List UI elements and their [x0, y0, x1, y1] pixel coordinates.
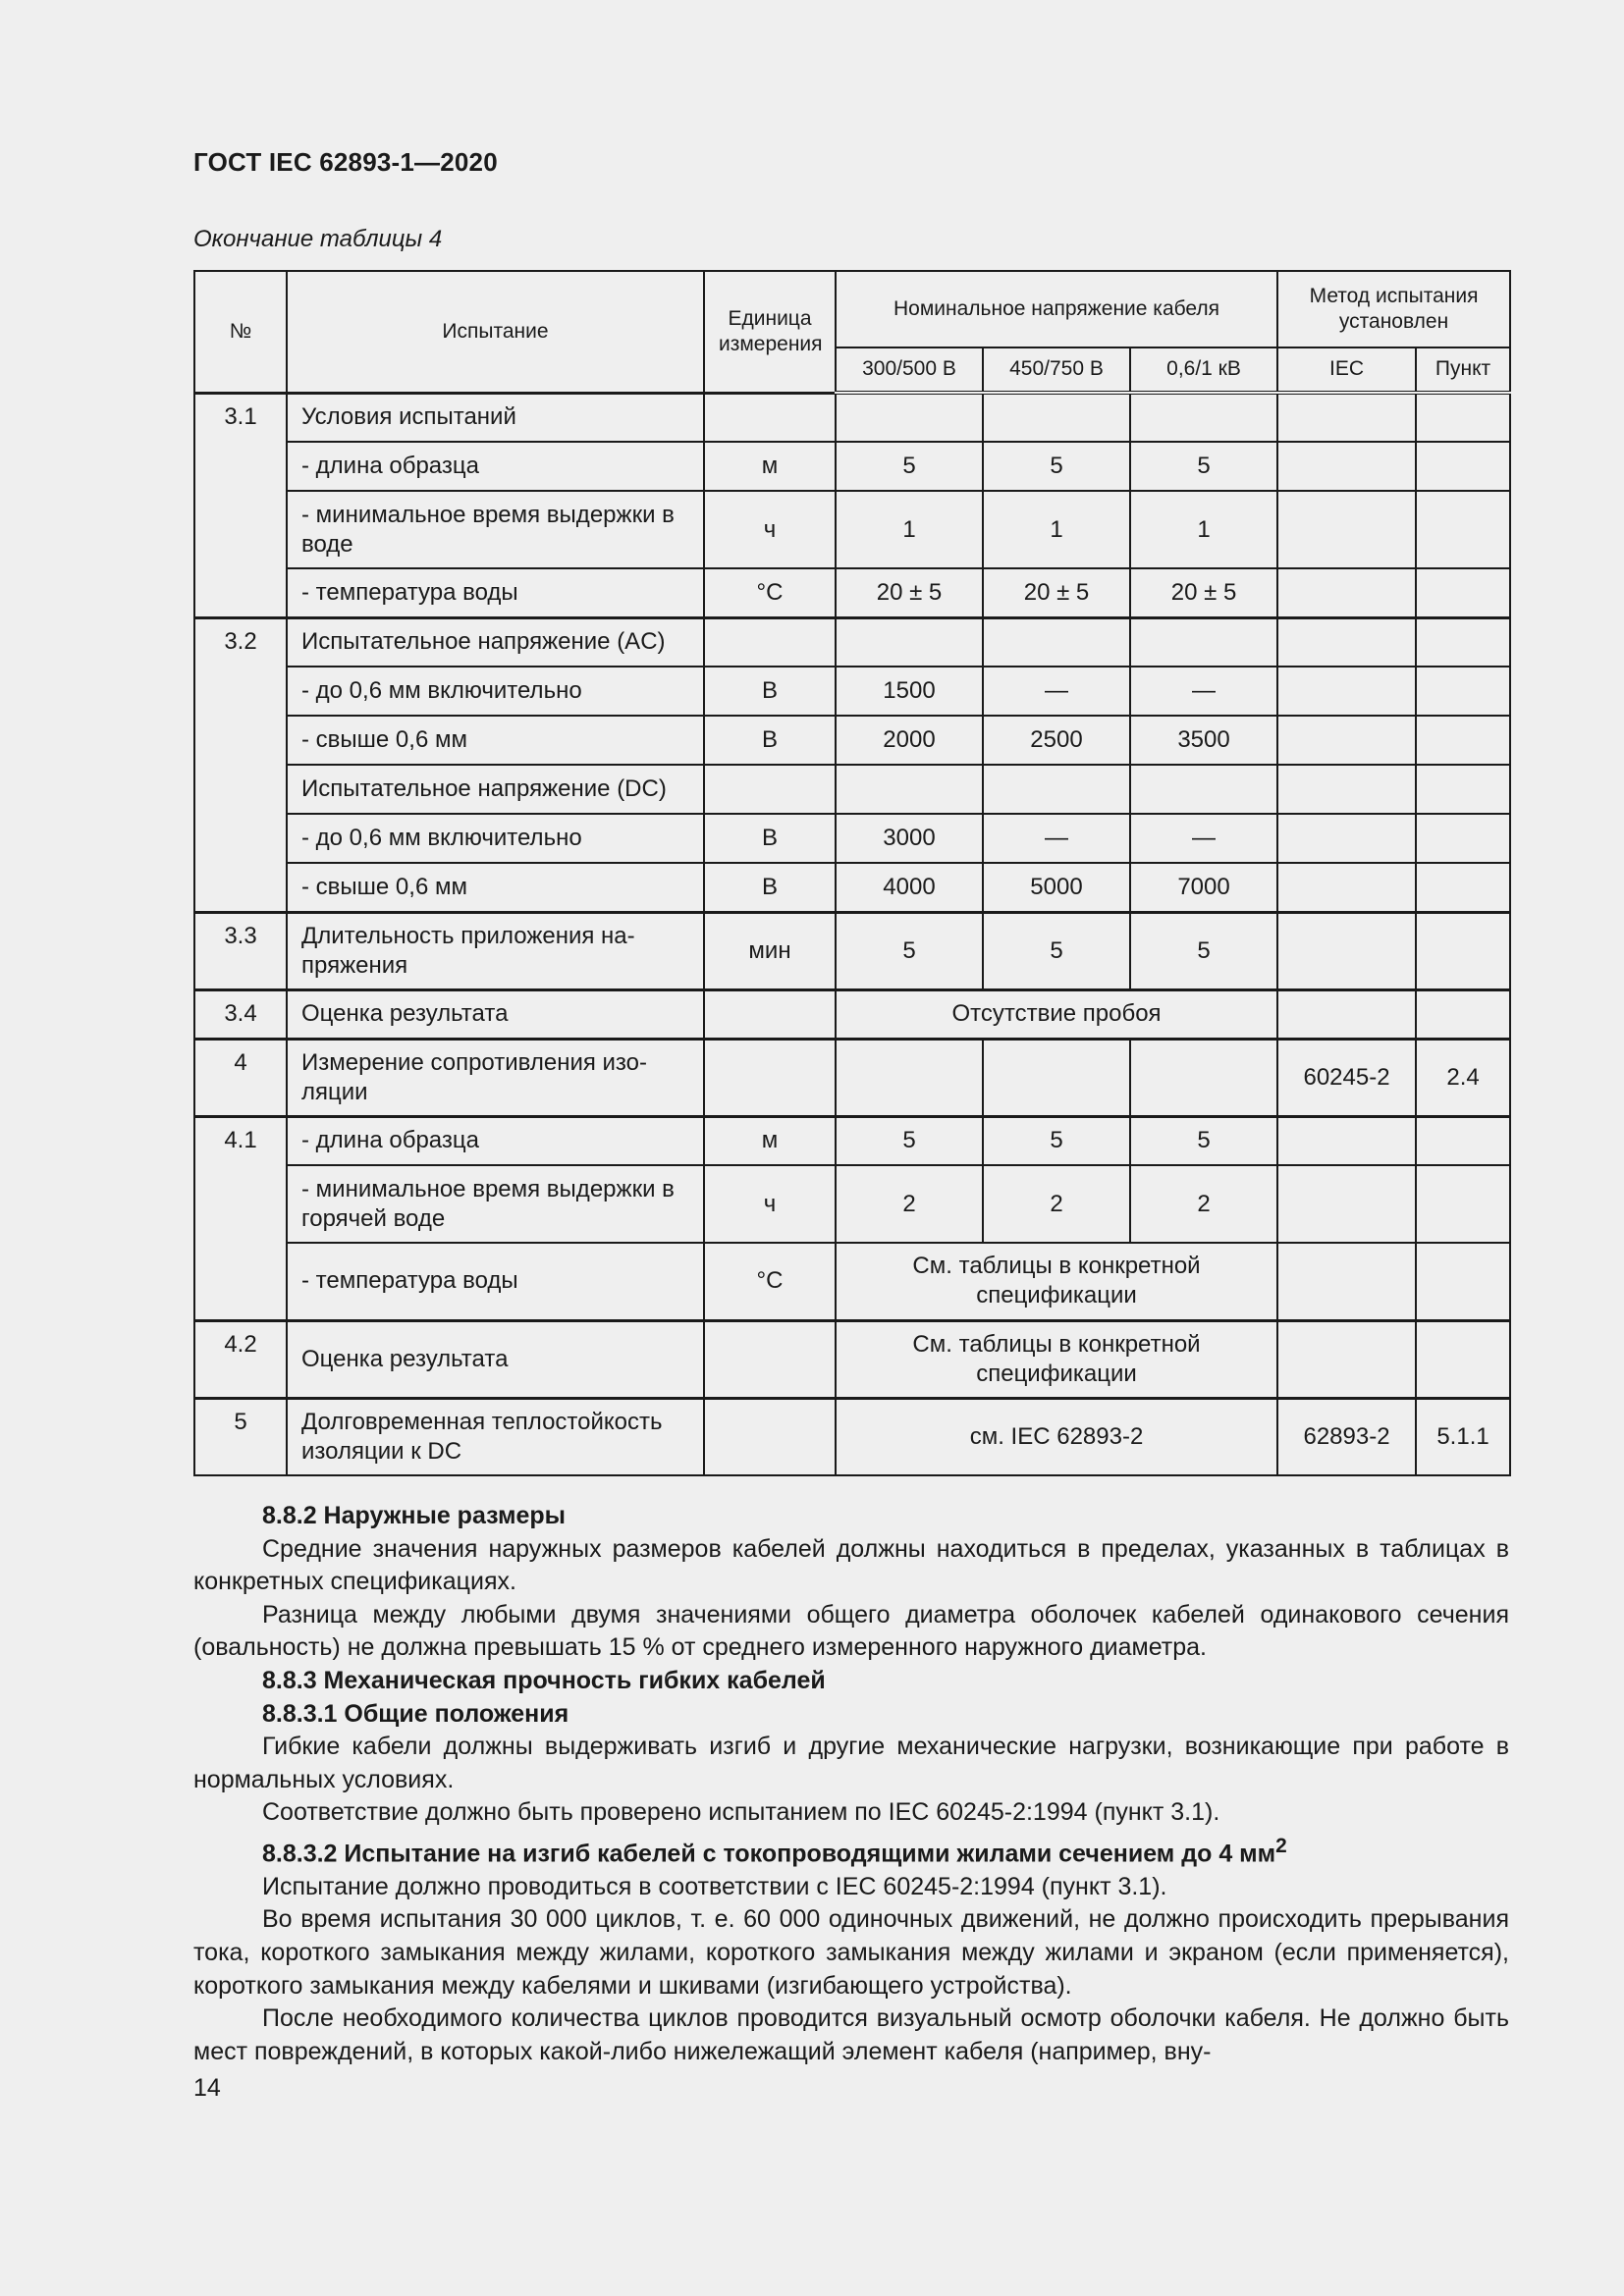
test-table: [193, 270, 1511, 1476]
row-number: 4.2: [194, 1320, 287, 1398]
table-caption: Окончание таблицы 4: [193, 226, 443, 252]
test-name: - длина образца: [287, 442, 704, 491]
table-row: [194, 989, 1510, 1039]
col-header-num: №: [194, 271, 287, 393]
table-row: [194, 814, 1510, 863]
value-cell: 5: [1130, 912, 1277, 989]
value-cell: 2: [983, 1165, 1130, 1243]
page-number: 14: [193, 2074, 221, 2102]
test-name: Условия испытаний: [287, 393, 704, 442]
col-header-v3: 0,6/1 кВ: [1130, 347, 1277, 393]
table-row: [194, 1165, 1510, 1243]
unit-cell: В: [704, 667, 836, 716]
document-header: ГОСТ IEC 62893-1—2020: [193, 147, 498, 177]
test-name: - длина образца: [287, 1116, 704, 1165]
col-header-method: Метод испытания установлен: [1277, 271, 1510, 347]
value-cell: 20 ± 5: [1130, 568, 1277, 617]
section-heading: [193, 1830, 1509, 1871]
col-header-test: Испытание: [287, 271, 704, 393]
test-name: - температура воды: [287, 568, 704, 617]
section-heading: 8.8.2 Наружные размеры: [262, 1502, 566, 1529]
row-number: 3.2: [194, 617, 287, 912]
test-name: Оценка результата: [287, 989, 704, 1039]
row-number: 4: [194, 1039, 287, 1116]
test-name: - температура воды: [287, 1243, 704, 1320]
value-cell: —: [1130, 814, 1277, 863]
paragraph: Гибкие кабели должны выдерживать изгиб и другие механические нагрузки, возникающие при работе в нормальных условиях.: [193, 1733, 1509, 1793]
iec-cell: 60245-2: [1277, 1039, 1416, 1116]
value-cell: 5: [1130, 1116, 1277, 1165]
value-cell: —: [1130, 667, 1277, 716]
value-cell: 20 ± 5: [836, 568, 983, 617]
table-row: [194, 442, 1510, 491]
value-cell: 5: [1130, 442, 1277, 491]
value-cell: 2000: [836, 716, 983, 765]
unit-cell: В: [704, 814, 836, 863]
table-row: [194, 912, 1510, 989]
unit-cell: ч: [704, 491, 836, 568]
test-name: Длительность приложения на-пряжения: [287, 912, 704, 989]
unit-cell: В: [704, 863, 836, 912]
value-cell: —: [983, 814, 1130, 863]
paragraph: Соответствие должно быть проверено испытанием по IEC 60245-2:1994 (пункт 3.1).: [262, 1798, 1220, 1827]
unit-cell: В: [704, 716, 836, 765]
value-cell: 5: [983, 912, 1130, 989]
test-name: - до 0,6 мм включительно: [287, 814, 704, 863]
superscript: 2: [1275, 1834, 1287, 1857]
row-number: 3.4: [194, 989, 287, 1039]
value-cell: —: [983, 667, 1130, 716]
col-header-clause: Пункт: [1416, 347, 1510, 393]
value-cell: 1: [1130, 491, 1277, 568]
section-heading-text: 8.8.3.2 Испытание на изгиб кабелей с токопроводящими жилами сечением до 4 мм: [262, 1840, 1276, 1868]
row-number: 5: [194, 1398, 287, 1475]
value-cell: 2: [1130, 1165, 1277, 1243]
value-cell: 5: [836, 912, 983, 989]
iec-cell: 62893-2: [1277, 1398, 1416, 1475]
test-name: Испытательное напряжение (DC): [287, 765, 704, 814]
value-cell: 3000: [836, 814, 983, 863]
test-name: Долговременная теплостойкость изоляции к DC: [287, 1398, 704, 1475]
col-header-unit: Единица измерения: [704, 271, 836, 393]
col-header-v1: 300/500 В: [836, 347, 983, 393]
test-name: Измерение сопротивления изо-ляции: [287, 1039, 704, 1116]
value-cell: 5: [983, 442, 1130, 491]
section-heading: 8.8.3.1 Общие положения: [262, 1699, 569, 1728]
test-name: - до 0,6 мм включительно: [287, 667, 704, 716]
table-row: [194, 1398, 1510, 1475]
test-name: Оценка результата: [287, 1320, 704, 1398]
value-cell: 4000: [836, 863, 983, 912]
value-cell: 1: [836, 491, 983, 568]
table-row: [194, 716, 1510, 765]
table-row: [194, 568, 1510, 617]
paragraph: После необходимого количества циклов проводится визуальный осмотр оболочки кабеля. Не должно быть мест повреждений, в которых какой-либо нижележащий элемент кабеля (например, вну-: [193, 2004, 1509, 2065]
clause-cell: 5.1.1: [1416, 1398, 1510, 1475]
value-cell: 1: [983, 491, 1130, 568]
value-cell: 5: [836, 442, 983, 491]
test-name: - минимальное время выдержки в воде: [287, 491, 704, 568]
row-number: 3.1: [194, 393, 287, 617]
table-row: [194, 1243, 1510, 1320]
merged-value-cell: См. таблицы в конкретной спецификации: [836, 1243, 1277, 1320]
table-row: [194, 1116, 1510, 1165]
table-row: [194, 393, 1510, 442]
col-header-iec: IEC: [1277, 347, 1416, 393]
unit-cell: °С: [704, 1243, 836, 1320]
body-text: [193, 1500, 1509, 2068]
paragraph: Во время испытания 30 000 циклов, т. е. 60 000 одиночных движений, не должно происходить прерывания тока, короткого замыкания между жилами, короткого замыкания между жилами и экраном (если применяется), короткого замыкания между кабелями и шкивами (изгибающего устройства).: [193, 1905, 1509, 2000]
table-row: [194, 765, 1510, 814]
row-number: 4.1: [194, 1116, 287, 1320]
value-cell: 2: [836, 1165, 983, 1243]
table-row: [194, 1320, 1510, 1398]
value-cell: 1500: [836, 667, 983, 716]
section-heading: 8.8.3 Механическая прочность гибких кабелей: [262, 1666, 826, 1694]
value-cell: 7000: [1130, 863, 1277, 912]
table-row: [194, 1039, 1510, 1116]
clause-cell: 2.4: [1416, 1039, 1510, 1116]
value-cell: 5: [983, 1116, 1130, 1165]
unit-cell: °С: [704, 568, 836, 617]
merged-value-cell: Отсутствие пробоя: [836, 989, 1277, 1039]
test-name: - свыше 0,6 мм: [287, 716, 704, 765]
col-header-voltage: Номинальное напряжение кабеля: [836, 271, 1277, 347]
unit-cell: ч: [704, 1165, 836, 1243]
value-cell: 5000: [983, 863, 1130, 912]
table-row: [194, 863, 1510, 912]
table-row: [194, 617, 1510, 667]
table-row: [194, 667, 1510, 716]
merged-value-cell: См. таблицы в конкретной спецификации: [836, 1320, 1277, 1398]
unit-cell: м: [704, 1116, 836, 1165]
paragraph: Испытание должно проводиться в соответствии с IEC 60245-2:1994 (пункт 3.1).: [262, 1872, 1167, 1900]
merged-value-cell: см. IEC 62893-2: [836, 1398, 1277, 1475]
unit-cell: м: [704, 442, 836, 491]
value-cell: 2500: [983, 716, 1130, 765]
col-header-v2: 450/750 В: [983, 347, 1130, 393]
unit-cell: мин: [704, 912, 836, 989]
value-cell: 3500: [1130, 716, 1277, 765]
value-cell: 5: [836, 1116, 983, 1165]
value-cell: 20 ± 5: [983, 568, 1130, 617]
test-name: Испытательное напряжение (AC): [287, 617, 704, 667]
paragraph: Средние значения наружных размеров кабелей должны находиться в пределах, указанных в таблицах в конкретных спецификациях.: [193, 1534, 1509, 1596]
test-name: - свыше 0,6 мм: [287, 863, 704, 912]
paragraph: Разница между любыми двумя значениями общего диаметра оболочек кабелей одинакового сечения (овальность) не должна превышать 15 % от среднего измеренного наружного диаметра.: [193, 1600, 1509, 1662]
row-number: 3.3: [194, 912, 287, 989]
table-row: [194, 491, 1510, 568]
test-name: - минимальное время выдержки в горячей воде: [287, 1165, 704, 1243]
